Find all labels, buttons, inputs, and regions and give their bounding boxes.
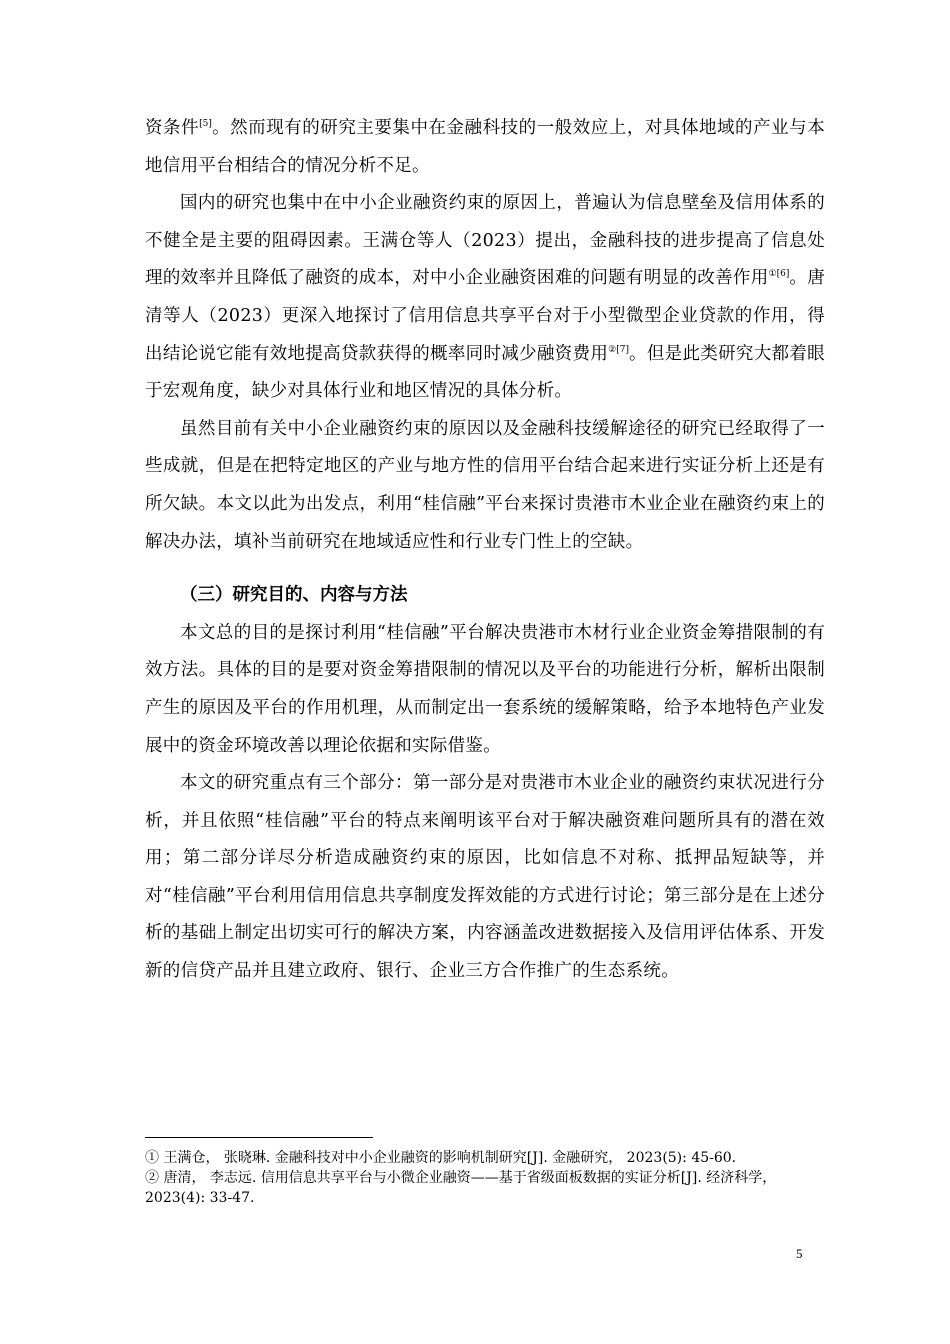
footnote-separator xyxy=(145,1137,373,1138)
paragraph-2 xyxy=(145,185,825,411)
body-text xyxy=(145,110,825,991)
citation-ref-5: [5] xyxy=(199,119,212,129)
paragraph-1 xyxy=(145,110,825,185)
paragraph-1-text-a: 资条件 xyxy=(145,118,200,138)
page-number: 5 xyxy=(796,1246,803,1261)
footnote-1: ① 王满仓， 张晓琳. 金融科技对中小企业融资的影响机制研究[J]. 金融研究， 2023(5): 45-60. xyxy=(145,1150,737,1166)
paragraph-2-text-b: 。唐清等人（2023）更深入地探讨了信用信息共享平台对于小型微型企业贷款的作用，得出结论说它能有效地提高贷款获得的概率同时减少融资费用 xyxy=(145,268,825,364)
paragraph-1-text-b: 。然而现有的研究主要集中在金融科技的一般效应上，对具体地域的产业与本地信用平台相结合的情况分析不足。 xyxy=(145,118,825,176)
citation-ref-6: ①[6] xyxy=(768,269,790,280)
footnote-2: ② 唐清， 李志远. 信用信息共享平台与小微企业融资——基于省级面板数据的实证分析[J]. 经济科学， 2023(4): 33-47. xyxy=(145,1170,777,1206)
section-heading: （三）研究目的、内容与方法 xyxy=(180,585,408,606)
footnotes xyxy=(145,1148,805,1208)
paragraph-2-text-a: 国内的研究也集中在中小企业融资约束的原因上，普遍认为信息壁垒及信用体系的不健全是主要的阻碍因素。王满仓等人（2023）提出，金融科技的进步提高了信息处理的效率并且降低了融资的成本，对中小企业融资困难的问题有明显的改善作用 xyxy=(145,193,825,289)
paragraph-3: 虽然目前有关中小企业融资约束的原因以及金融科技缓解途径的研究已经取得了一些成就，但是在把特定地区的产业与地方性的信用平台结合起来进行实证分析上还是有所欠缺。本文以此为出发点，利用“桂信融”平台来探讨贵港市木业企业在融资约束上的解决办法，填补当前研究在地域适应性和行业专门性上的空缺。 xyxy=(145,418,825,552)
paragraph-5: 本文的研究重点有三个部分：第一部分是对贵港市木业企业的融资约束状况进行分析，并且依照“桂信融”平台的特点来阐明该平台对于解决融资难问题所具有的潜在效用；第二部分详尽分析造成融资约束的原因，比如信息不对称、抵押品短缺等，并对“桂信融”平台利用信用信息共享制度发挥效能的方式进行讨论；第三部分是在上述分析的基础上制定出切实可行的解决方案，内容涵盖改进数据接入及信用评估体系、开发新的信贷产品并且建立政府、银行、企业三方合作推广的生态系统。 xyxy=(145,773,825,982)
paragraph-4: 本文总的目的是探讨利用“桂信融”平台解决贵港市木材行业企业资金筹措限制的有效方法。具体的目的是要对资金筹措限制的情况以及平台的功能进行分析，解析出限制产生的原因及平台的作用机理，从而制定出一套系统的缓解策略，给予本地特色产业发展中的资金环境改善以理论依据和实际借鉴。 xyxy=(145,622,825,756)
paragraph-2-text-c: 。但是此类研究大都着眼于宏观角度，缺少对具体行业和地区情况的具体分析。 xyxy=(145,343,825,402)
citation-ref-7: ②[7] xyxy=(608,344,630,355)
